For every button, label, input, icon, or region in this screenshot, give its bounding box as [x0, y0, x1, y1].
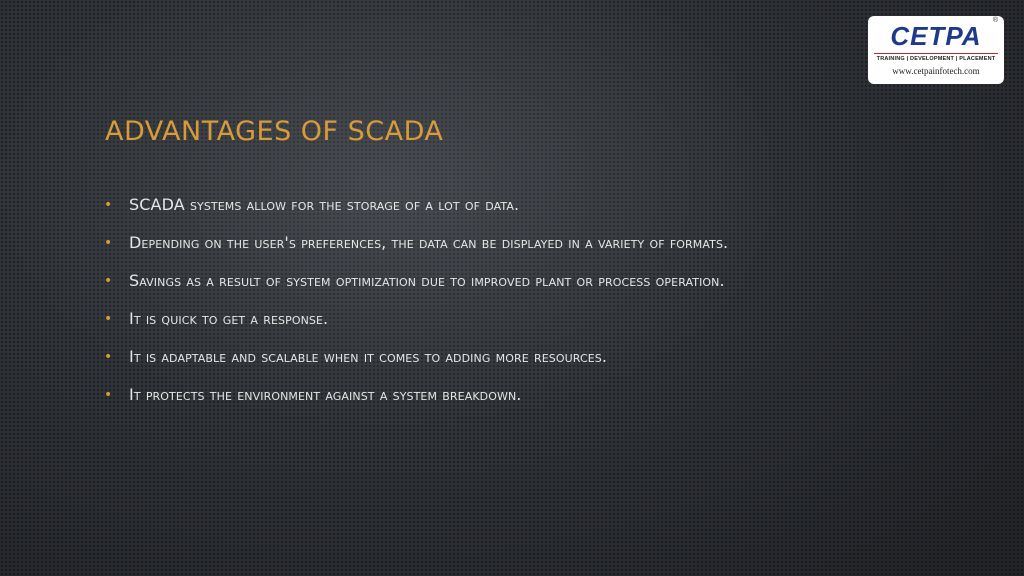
registered-mark: ® — [992, 17, 998, 24]
logo-wordmark — [868, 22, 1004, 50]
bullet-item — [104, 306, 894, 332]
bullet-item — [104, 382, 894, 408]
bullet-item — [104, 192, 894, 218]
bullet-marker-icon: • — [104, 387, 113, 403]
bullet-marker-icon: • — [104, 197, 113, 213]
bullet-list — [104, 192, 894, 420]
bullet-item — [104, 230, 894, 256]
bullet-marker-icon: • — [104, 235, 113, 251]
bullet-text: Depending on the user's preferences, the data can be displayed in a variety of formats. — [129, 233, 729, 252]
bullet-text: It protects the environment against a system breakdown. — [129, 385, 522, 404]
slide-title: ADVANTAGES OF SCADA — [105, 116, 444, 147]
logo-url: www.cetpainfotech.com — [892, 66, 980, 76]
logo-name: CETPA — [890, 21, 982, 51]
bullet-text: SCADA systems allow for the storage of a lot of data. — [129, 195, 520, 214]
bullet-marker-icon: • — [104, 349, 113, 365]
bullet-item — [104, 268, 894, 294]
bullet-text: Savings as a result of system optimization due to improved plant or process operation. — [129, 271, 725, 290]
bullet-text: It is adaptable and scalable when it comes to adding more resources. — [129, 347, 608, 366]
logo-tagline: TRAINING | DEVELOPMENT | PLACEMENT — [874, 53, 998, 62]
bullet-item — [104, 344, 894, 370]
bullet-marker-icon: • — [104, 273, 113, 289]
cetpa-logo — [868, 16, 1004, 84]
bullet-marker-icon: • — [104, 311, 113, 327]
bullet-text: It is quick to get a response. — [129, 309, 329, 328]
